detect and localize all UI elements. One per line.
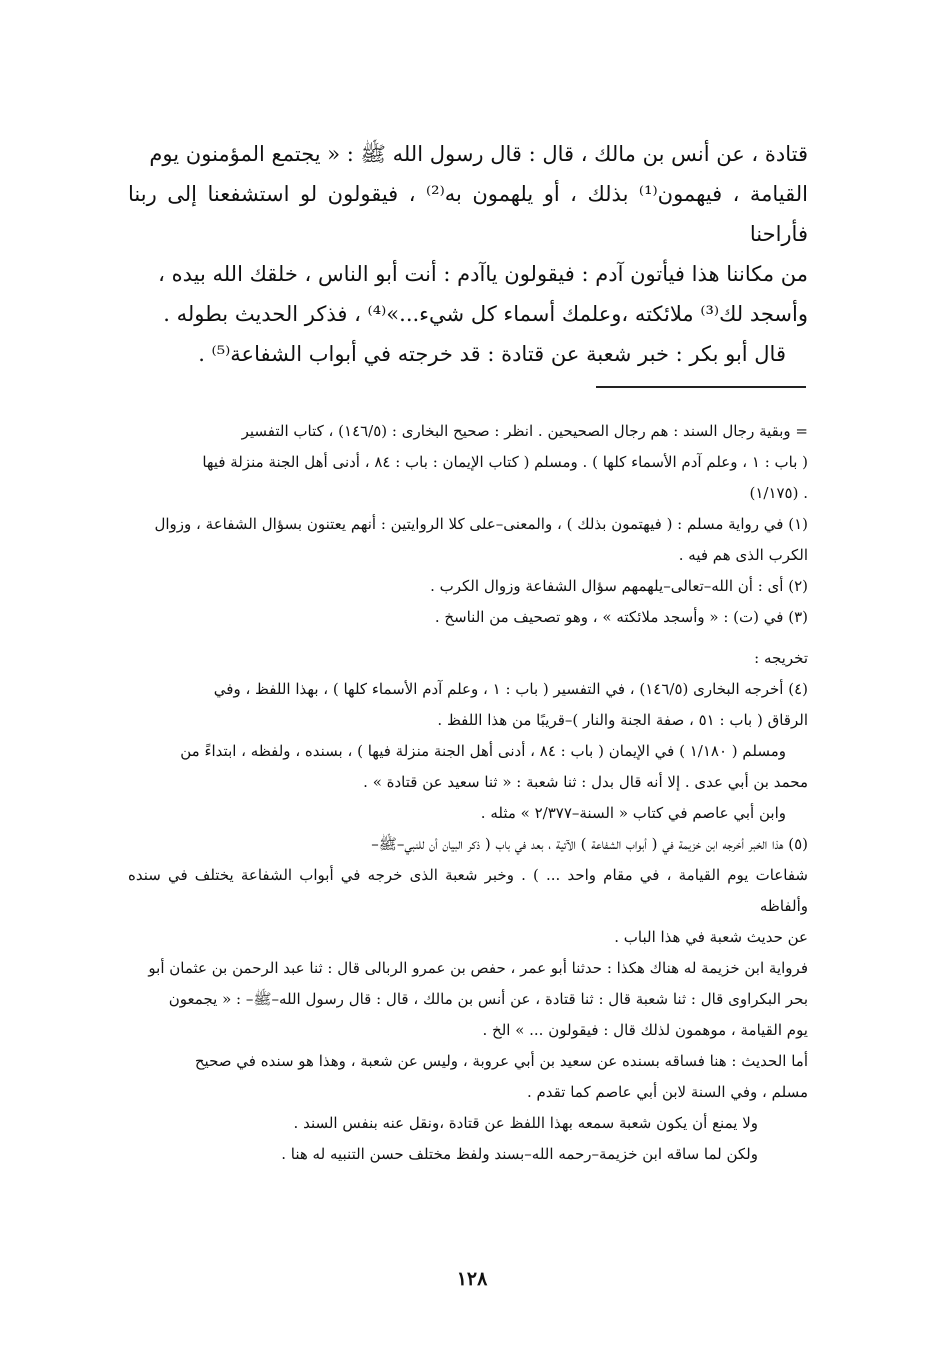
footnotes bbox=[128, 416, 808, 1170]
footnote-line: يوم القيامة ، موهمون لذلك قال : فيقولون ... » الخ . bbox=[482, 1021, 808, 1039]
takhrij-heading: تخريجه : bbox=[754, 649, 808, 667]
footnote-line: أما الحديث : هنا فساقه بسنده عن سعيد بن أبي عروبة ، وليس عن شعبة ، وهذا هو سنده في صحيح bbox=[194, 1052, 808, 1070]
footnote-line: ولا يمنع أن يكون شعبة سمعه بهذا اللفظ عن قتادة ،ونقل عنه بنفس السند . bbox=[293, 1114, 758, 1132]
footnote-line: الكرب الذى هم فيه . bbox=[678, 546, 808, 564]
footnote-line: وابن أبي عاصم في كتاب « السنة–٢/٣٧٧ » مثله . bbox=[480, 804, 786, 822]
main-line: قتادة ، عن أنس بن مالك ، قال : قال رسول الله ﷺ : « يجتمع المؤمنون يوم bbox=[149, 142, 808, 166]
footnote-divider bbox=[596, 386, 806, 388]
footnote-line: محمد بن أبي عدى . إلا أنه قال بدل : ثنا شعبة : « ثنا سعيد عن قتادة » . bbox=[363, 773, 808, 791]
page-number: ١٢٨ bbox=[456, 1268, 488, 1290]
main-line: من مكاننا هذا فيأتون آدم : فيقولون ياآدم : أنت أبو الناس ، خلقك الله بيده ، bbox=[158, 262, 808, 286]
main-line: قال أبو بكر : خبر شعبة عن قتادة : قد خرجته في أبواب الشفاعة⁽⁵⁾ . bbox=[198, 342, 786, 366]
footnote-line: = وبقية رجال السند : هم رجال الصحيحين . انظر : صحيح البخارى : (١٤٦/٥) ، كتاب التفسير bbox=[241, 422, 808, 440]
main-text bbox=[128, 134, 808, 374]
footnote-line: عن حديث شعبة في هذا الباب . bbox=[614, 928, 808, 946]
footnote-line: فرواية ابن خزيمة له هناك هكذا : حدثنا أبو عمر ، حفص بن عمرو الربالى قال : ثنا عبد الرحمن بن عثمان أبو bbox=[148, 959, 808, 977]
footnote-3: (٣) في (ت) : « وأسجد ملائكته » ، وهو تصحيف من الناسخ . bbox=[434, 608, 808, 626]
main-line: وأسجد لك⁽³⁾ ملائكته ،وعلمك أسماء كل شيء...»⁽⁴⁾ ، فذكر الحديث بطوله . bbox=[163, 302, 808, 326]
footnote-line: ( باب : ١ ، وعلم آدم الأسماء كلها ) . ومسلم ( كتاب الإيمان : باب : ٨٤ ، أدنى أهل الجنة منزلة فيها bbox=[202, 453, 808, 471]
footnote-4: (٤) أخرجه البخارى (١٤٦/٥) ، في التفسير ( باب : ١ ، وعلم آدم الأسماء كلها ) ، بهذا اللفظ ، وفي bbox=[213, 680, 808, 698]
footnote-line: مسلم ، وفي السنة لابن أبي عاصم كما تقدم . bbox=[526, 1083, 808, 1101]
footnote-line: ومسلم ( ١/١٨٠ ) في الإيمان ( باب : ٨٤ ، أدنى أهل الجنة منزلة فيها ) ، بسنده ، ولفظه ، ابتداءً من bbox=[180, 742, 786, 760]
footnote-line: الرقاق ( باب : ٥١ ، صفة الجنة والنار )–قريبًا من هذا اللفظ . bbox=[437, 711, 808, 729]
footnote-line: شفاعات يوم القيامة ، في مقام واحد ... ) . وخبر شعبة الذى خرجه في أبواب الشفاعة يختلف في سنده وألفاظه bbox=[128, 866, 808, 915]
footnote-line: . (١/١٧٥) bbox=[749, 484, 808, 502]
main-line: القيامة ، فيهمون⁽¹⁾ بذلك ، أو يلهمون به⁽²⁾ ، فيقولون لو استشفعنا إلى ربنا فأراحنا bbox=[128, 182, 808, 246]
footnote-1: (١) في رواية مسلم : ( فيهتمون بذلك ) ، والمعنى–على كلا الروايتين : أنهم يعتنون بسؤال الشفاعة ، وزوال bbox=[154, 515, 808, 533]
footnote-line: ولكن لما ساقه ابن خزيمة–رحمه الله–بسند ولفظ مختلف حسن التنبيه له هنا . bbox=[281, 1145, 758, 1163]
footnote-2: (٢) أى : أن الله–تعالى–يلهمهم سؤال الشفاعة وزوال الكرب . bbox=[430, 577, 808, 595]
footnote-5: (٥) هذا الخبر أخرجه ابن خزيمة في ( أبواب الشفاعة ) الآتية ، بعد في باب ( ذكر البيان أن للنبي–ﷺ– bbox=[371, 835, 808, 853]
footnote-line: بحر البكراوى قال : ثنا شعبة قال : ثنا قتادة ، عن أنس بن مالك ، قال : قال رسول الله–ﷺ– : « يجمعون bbox=[168, 990, 808, 1008]
